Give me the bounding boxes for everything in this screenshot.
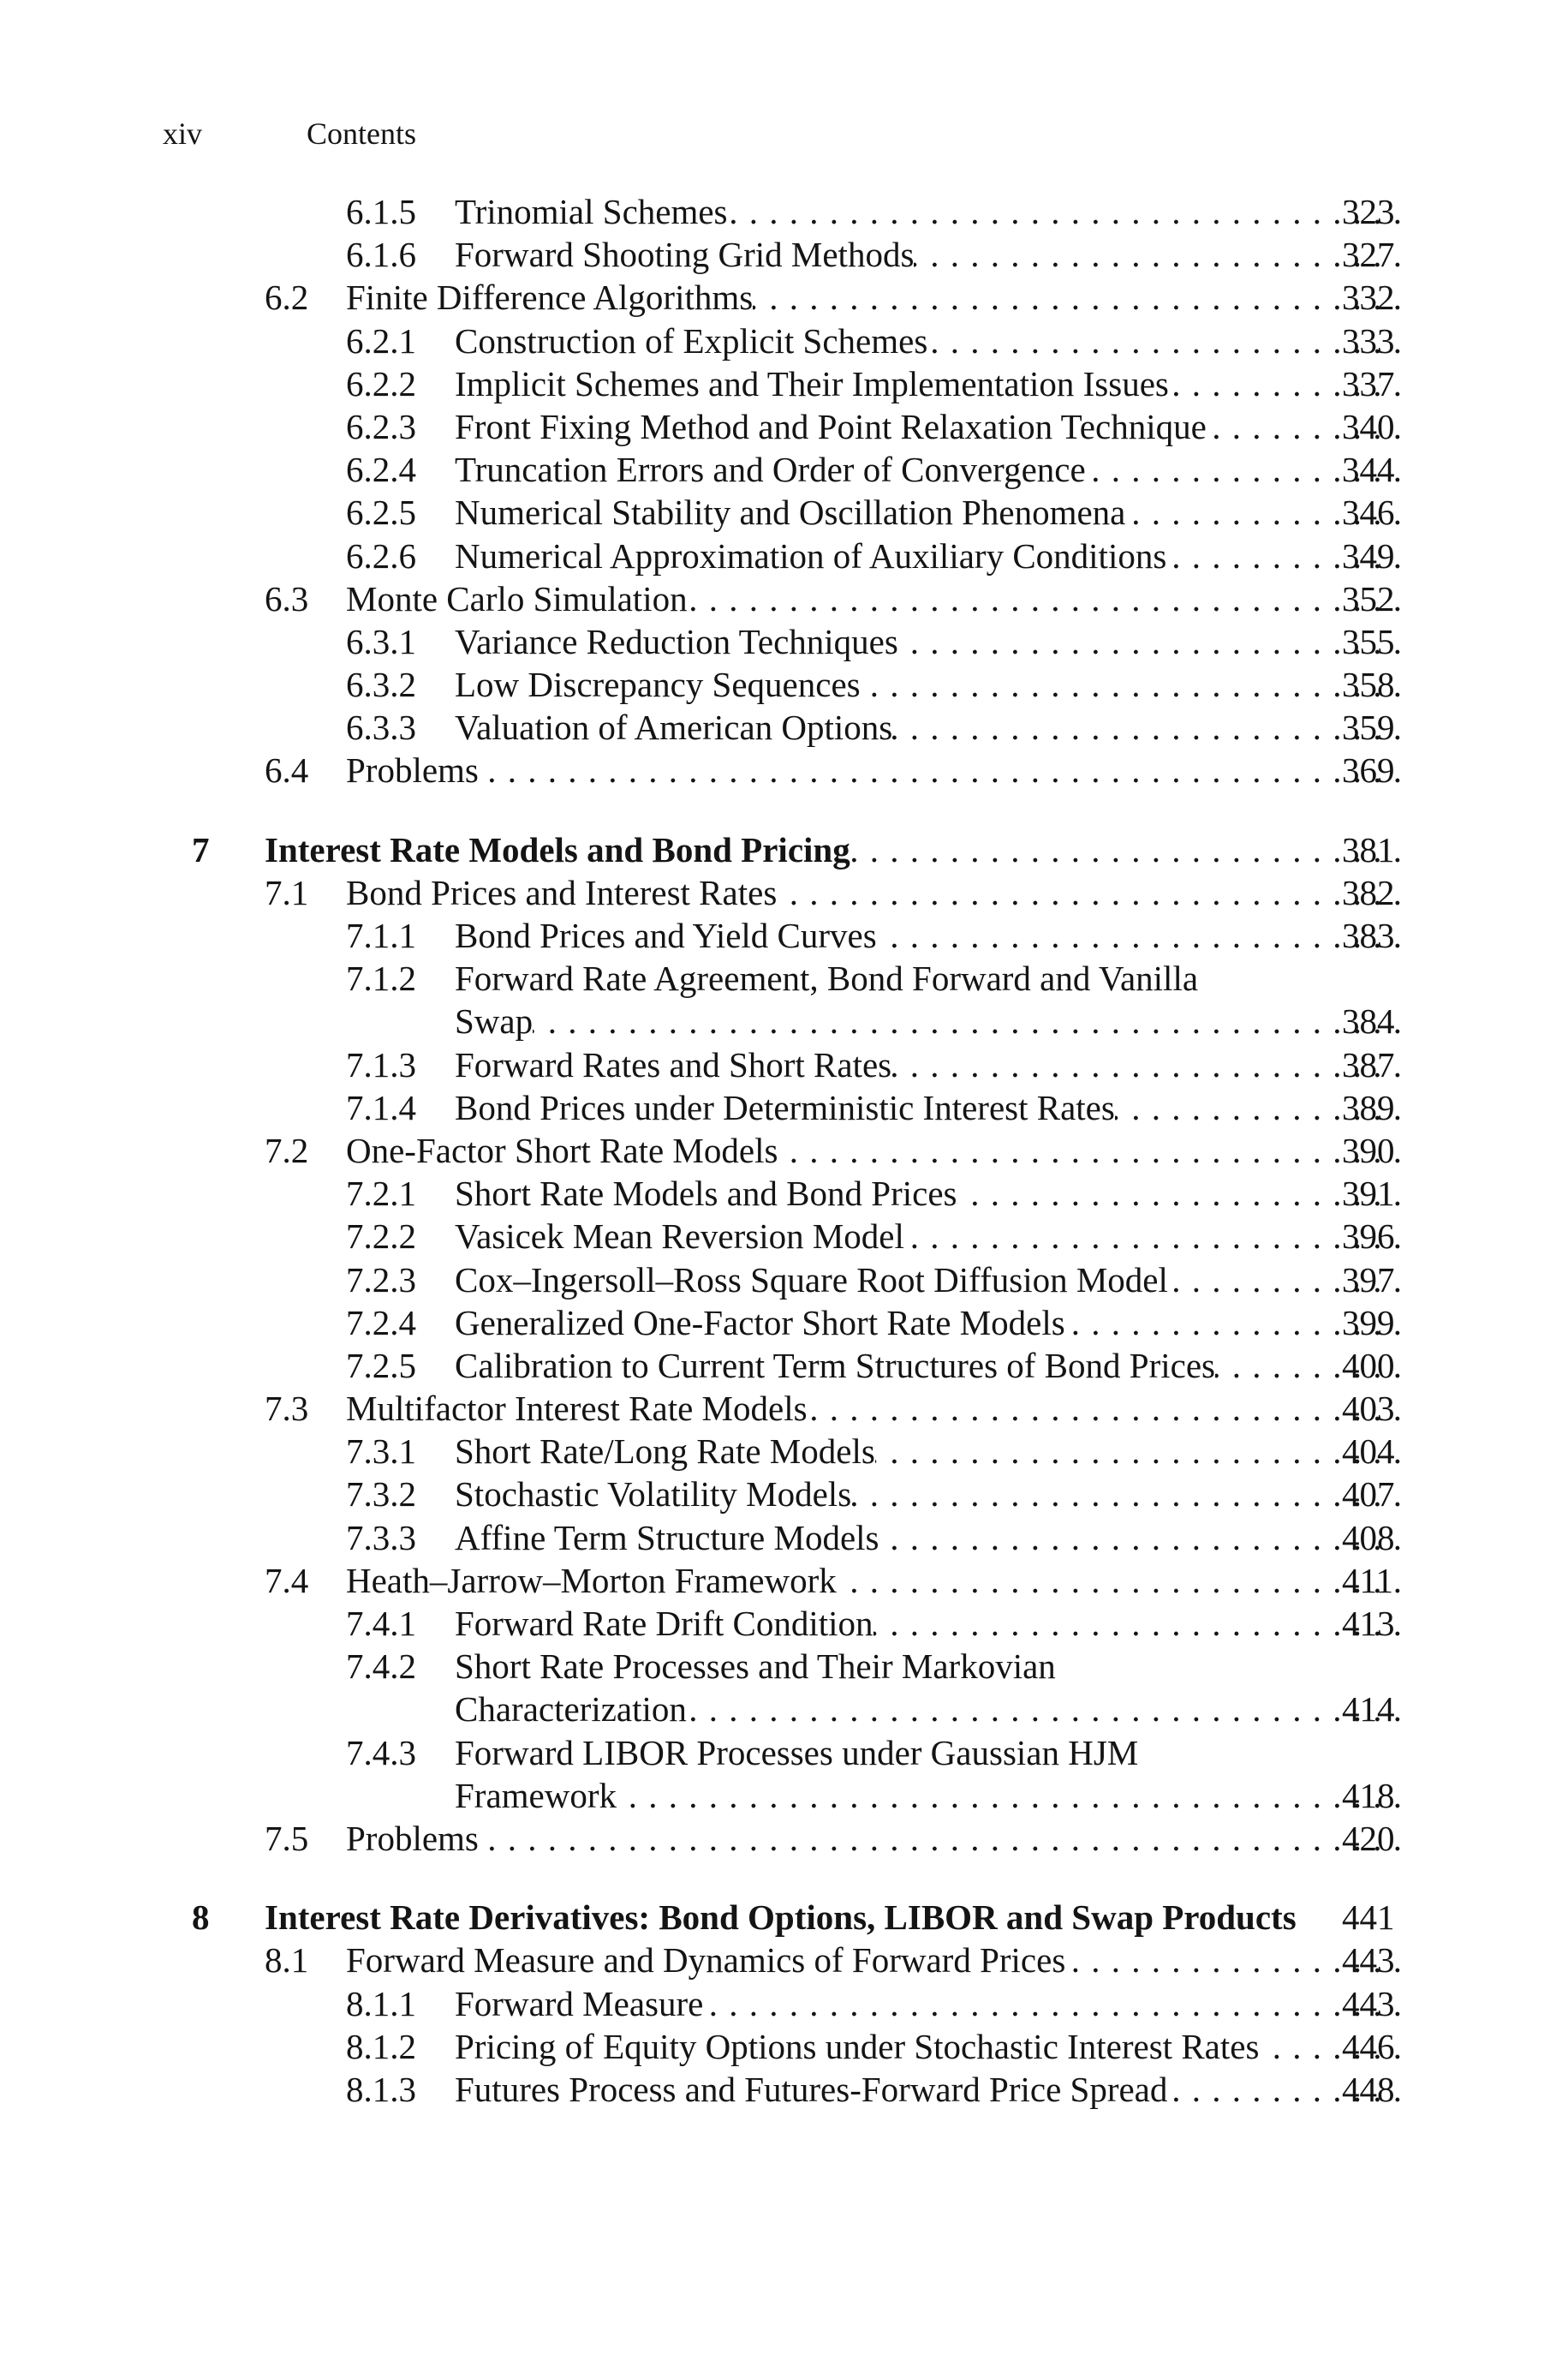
toc-entry-page-number: 408 (1342, 1517, 1395, 1557)
toc-entry-title: Monte Carlo Simulation (346, 578, 688, 618)
toc-entry-number: 7.2.2 (346, 1216, 416, 1257)
toc-entry-number: 7.1 (265, 872, 309, 912)
toc-entry-sub[interactable] (0, 535, 1568, 577)
toc-entry-number: 6.3.1 (346, 621, 416, 661)
toc-entry-title: Forward Rates and Short Rates (455, 1044, 892, 1084)
toc-entry-number: 7.1.4 (346, 1087, 416, 1127)
toc-entry-title-line (346, 276, 1402, 319)
toc-entry-sub[interactable] (0, 190, 1568, 233)
toc-entry-title-line (455, 448, 1402, 491)
toc-entry-sub[interactable] (0, 1258, 1568, 1301)
toc-entry-title: Truncation Errors and Order of Convergence (455, 450, 1086, 490)
dot-leader (891, 1043, 1402, 1086)
toc-entry-sub[interactable] (0, 320, 1568, 362)
toc-entry-title-line (265, 828, 1402, 871)
toc-entry-page-number: 382 (1342, 872, 1395, 912)
toc-entry-number: 7.3.3 (346, 1517, 416, 1557)
toc-entry-page-number: 333 (1342, 320, 1395, 361)
toc-entry-number: 6.2.1 (346, 320, 416, 361)
toc-entry-title-line (346, 1387, 1402, 1430)
toc-entry-page-number: 344 (1342, 450, 1395, 490)
toc-entry-title-line (346, 1817, 1402, 1860)
toc-entry-title: Numerical Stability and Oscillation Phenomena (455, 493, 1126, 533)
toc-entry-title: Forward Rate Drift Condition (455, 1604, 873, 1643)
dot-leader (837, 1559, 1402, 1602)
toc-entry-title: Interest Rate Derivatives: Bond Options, LIBOR and Swap Products (265, 1897, 1297, 1938)
toc-entry-title: One-Factor Short Rate Models (346, 1130, 778, 1170)
toc-entry-page-number: 387 (1342, 1044, 1395, 1084)
toc-entry-number: 8.1.3 (346, 2069, 416, 2109)
dot-leader (728, 190, 1402, 233)
toc-entry-title-line (455, 1473, 1402, 1515)
toc-entry-page-number: 381 (1342, 829, 1395, 869)
toc-entry-title-line (455, 1430, 1402, 1473)
toc-entry-chapter[interactable] (0, 828, 1568, 871)
toc-entry-title-line (455, 233, 1402, 276)
table-of-contents (0, 190, 1568, 2111)
toc-entry-title-line (455, 362, 1402, 405)
toc-entry-sub[interactable] (0, 1731, 1568, 1774)
toc-entry-section[interactable] (0, 1129, 1568, 1172)
toc-entry-number: 7.4.1 (346, 1604, 416, 1643)
toc-entry-sub[interactable] (0, 362, 1568, 405)
toc-entry-title: Front Fixing Method and Point Relaxation Technique (455, 406, 1207, 446)
toc-entry-sub[interactable] (0, 233, 1568, 276)
toc-entry-title: Trinomial Schemes (455, 192, 728, 231)
dot-leader (927, 320, 1402, 362)
toc-entry-title: Construction of Explicit Schemes (455, 320, 928, 361)
dot-leader (479, 1817, 1402, 1860)
toc-entry-section[interactable] (0, 577, 1568, 620)
toc-entry-page-number: 389 (1342, 1087, 1395, 1127)
toc-entry-number: 7.4.3 (346, 1732, 416, 1772)
toc-entry-section[interactable] (0, 1817, 1568, 1860)
toc-entry-number: 7.2.5 (346, 1345, 416, 1385)
dot-leader (957, 1172, 1402, 1215)
toc-entry-sub[interactable] (0, 1602, 1568, 1645)
dot-leader (808, 1387, 1402, 1430)
toc-entry-title-line (455, 1602, 1402, 1645)
toc-entry-page-number: 443 (1342, 1983, 1395, 2023)
toc-entry-title: Pricing of Equity Options under Stochastic Interest Rates (455, 2026, 1260, 2066)
toc-entry-title-line (265, 1896, 1402, 1939)
toc-entry-sub[interactable] (0, 1473, 1568, 1515)
toc-entry-page-number: 384 (1342, 1001, 1395, 1042)
toc-entry-page-number: 349 (1342, 535, 1395, 576)
toc-entry-number: 7.3.1 (346, 1431, 416, 1472)
toc-entry-page-number: 355 (1342, 621, 1395, 661)
toc-entry-title-line (346, 1939, 1402, 1981)
toc-entry-title: Generalized One-Factor Short Rate Models (455, 1302, 1065, 1342)
toc-entry-title: Forward LIBOR Processes under Gaussian HJM (455, 1732, 1139, 1772)
dot-leader (617, 1774, 1402, 1817)
toc-entry-continuation[interactable] (0, 1688, 1568, 1730)
dot-leader (877, 914, 1402, 957)
toc-entry-sub[interactable] (0, 448, 1568, 491)
toc-entry-sub[interactable] (0, 914, 1568, 957)
toc-entry-number: 6.2.5 (346, 493, 416, 533)
toc-entry-title-continued: Characterization (455, 1689, 687, 1730)
toc-entry-page-number: 418 (1342, 1775, 1395, 1815)
toc-entry-title: Finite Difference Algorithms (346, 278, 754, 318)
toc-entry-number: 6.2.6 (346, 535, 416, 576)
toc-entry-number: 6.1.6 (346, 235, 416, 275)
toc-entry-sub[interactable] (0, 620, 1568, 663)
toc-entry-page-number: 404 (1342, 1431, 1395, 1472)
toc-entry-sub[interactable] (0, 1172, 1568, 1215)
toc-entry-number: 7.2.3 (346, 1259, 416, 1300)
toc-entry-sub[interactable] (0, 1301, 1568, 1344)
toc-entry-page-number: 420 (1342, 1818, 1395, 1858)
toc-entry-title-continued: Swap (455, 1001, 534, 1042)
toc-entry-page-number: 400 (1342, 1345, 1395, 1385)
toc-entry-title-line (455, 535, 1402, 577)
toc-entry-sub[interactable] (0, 1516, 1568, 1559)
toc-entry-continuation[interactable] (0, 1774, 1568, 1817)
toc-entry-title-line (346, 577, 1402, 620)
toc-entry-title-line (455, 1258, 1402, 1301)
toc-entry-title: Futures Process and Futures-Forward Price Spread (455, 2069, 1168, 2109)
toc-entry-number: 8.1.2 (346, 2026, 416, 2066)
toc-entry-title: Numerical Approximation of Auxiliary Conditions (455, 535, 1167, 576)
toc-entry-title: Problems (346, 1818, 479, 1858)
running-title: Contents (307, 117, 417, 151)
toc-entry-title-line (346, 1559, 1402, 1602)
chapter-spacer (0, 1860, 1568, 1896)
toc-entry-page-number: 340 (1342, 406, 1395, 446)
toc-entry-number: 6.2.4 (346, 450, 416, 490)
toc-entry-section[interactable] (0, 276, 1568, 319)
toc-entry-title: Implicit Schemes and Their Implementation Issues (455, 363, 1169, 403)
toc-entry-number: 8 (192, 1897, 210, 1938)
toc-entry-title-line (455, 1516, 1402, 1559)
toc-entry-section[interactable] (0, 1387, 1568, 1430)
toc-entry-title: Short Rate Models and Bond Prices (455, 1174, 957, 1214)
toc-entry-sub[interactable] (0, 1344, 1568, 1387)
toc-entry-title: Valuation of American Options (455, 708, 893, 748)
toc-entry-page-number: 396 (1342, 1216, 1395, 1257)
toc-entry-sub[interactable] (0, 663, 1568, 706)
toc-entry-title: Cox–Ingersoll–Ross Square Root Diffusion Model (455, 1259, 1168, 1300)
toc-entry-page-number: 443 (1342, 1940, 1395, 1981)
toc-entry-section[interactable] (0, 749, 1568, 792)
toc-entry-number: 7.1.1 (346, 916, 416, 955)
toc-entry-title-line (346, 1129, 1402, 1172)
toc-entry-title: Bond Prices under Deterministic Interest Rates (455, 1087, 1115, 1127)
toc-entry-title: Forward Measure and Dynamics of Forward Prices (346, 1940, 1066, 1981)
toc-entry-page-number: 441 (1342, 1897, 1395, 1938)
page-folio: xiv (163, 117, 203, 151)
toc-entry-title-line (455, 1215, 1402, 1258)
toc-entry-page-number: 337 (1342, 363, 1395, 403)
toc-entry-title-line (346, 749, 1402, 792)
dot-leader (479, 749, 1402, 792)
toc-entry-page-number: 397 (1342, 1259, 1395, 1300)
toc-entry-number: 6.2.2 (346, 363, 416, 403)
dot-leader (892, 706, 1402, 749)
toc-entry-page-number: 369 (1342, 750, 1395, 791)
toc-entry-title-line (455, 914, 1402, 957)
toc-entry-page-number: 323 (1342, 192, 1395, 231)
toc-entry-title-line (455, 1043, 1402, 1086)
toc-entry-sub[interactable] (0, 1645, 1568, 1688)
toc-entry-title: Multifactor Interest Rate Models (346, 1389, 808, 1429)
toc-entry-number: 6.1.5 (346, 192, 416, 231)
toc-entry-section[interactable] (0, 871, 1568, 914)
toc-entry-number: 7.5 (265, 1818, 309, 1858)
toc-entry-continuation[interactable] (0, 1000, 1568, 1043)
toc-entry-number: 7.4 (265, 1560, 309, 1600)
toc-entry-title: Interest Rate Models and Bond Pricing (265, 829, 850, 869)
toc-entry-number: 7.1.2 (346, 959, 416, 999)
dot-leader (850, 828, 1402, 871)
toc-entry-sub[interactable] (0, 1982, 1568, 2025)
dot-leader (875, 1430, 1402, 1473)
toc-entry-title-line (455, 706, 1402, 749)
toc-entry-title: Problems (346, 750, 479, 791)
toc-entry-title-line (455, 1172, 1402, 1215)
toc-entry-page-number: 399 (1342, 1302, 1395, 1342)
dot-leader (851, 1473, 1402, 1515)
toc-entry-sub[interactable] (0, 2068, 1568, 2111)
toc-entry-title-line (455, 1982, 1402, 2025)
toc-entry-page-number: 391 (1342, 1174, 1395, 1214)
toc-entry-title-line (455, 491, 1402, 534)
toc-entry-page-number: 413 (1342, 1604, 1395, 1643)
toc-entry-title-line (455, 1086, 1402, 1129)
toc-entry-page-number: 352 (1342, 578, 1395, 618)
toc-entry-page-number: 446 (1342, 2026, 1395, 2066)
toc-entry-title-line (455, 663, 1402, 706)
toc-entry-title: Stochastic Volatility Models (455, 1474, 852, 1515)
toc-entry-title-line (455, 620, 1402, 663)
toc-entry-title-line (455, 2068, 1402, 2111)
toc-entry-section[interactable] (0, 1559, 1568, 1602)
toc-entry-sub[interactable] (0, 405, 1568, 448)
toc-entry-title: Short Rate/Long Rate Models (455, 1431, 875, 1472)
toc-entry-title: Forward Measure (455, 1983, 704, 2023)
toc-entry-title: Vasicek Mean Reversion Model (455, 1216, 904, 1257)
toc-entry-page-number: 327 (1342, 235, 1395, 275)
dot-leader (533, 1000, 1402, 1043)
toc-entry-page-number: 359 (1342, 708, 1395, 748)
toc-entry-number: 6.3 (265, 578, 309, 618)
toc-entry-number: 7 (192, 829, 210, 869)
toc-entry-title-line (346, 871, 1402, 914)
toc-entry-sub[interactable] (0, 2025, 1568, 2068)
toc-entry-number: 8.1 (265, 1940, 309, 1981)
toc-entry-title: Forward Rate Agreement, Bond Forward and Vanilla (455, 959, 1199, 999)
dot-leader (904, 1215, 1402, 1258)
toc-entry-sub[interactable] (0, 957, 1568, 1000)
dot-leader (778, 1129, 1402, 1172)
toc-entry-page-number: 383 (1342, 916, 1395, 955)
toc-entry-page-number: 403 (1342, 1389, 1395, 1429)
toc-entry-title: Heath–Jarrow–Morton Framework (346, 1560, 837, 1600)
dot-leader (753, 276, 1402, 319)
toc-entry-title-line (455, 1645, 1402, 1688)
toc-entry-page-number: 448 (1342, 2069, 1395, 2109)
toc-entry-number: 7.3 (265, 1389, 309, 1429)
toc-entry-title-line (455, 1688, 1402, 1730)
toc-entry-sub[interactable] (0, 1430, 1568, 1473)
toc-entry-number: 8.1.1 (346, 1983, 416, 2023)
toc-entry-title: Bond Prices and Interest Rates (346, 872, 778, 912)
toc-entry-sub[interactable] (0, 1215, 1568, 1258)
toc-entry-title-line (455, 2025, 1402, 2068)
dot-leader (898, 620, 1402, 663)
toc-entry-title: Low Discrepancy Sequences (455, 665, 861, 705)
toc-entry-number: 6.3.3 (346, 708, 416, 748)
toc-entry-page-number: 358 (1342, 665, 1395, 705)
toc-entry-sub[interactable] (0, 1043, 1568, 1086)
dot-leader (879, 1516, 1402, 1559)
dot-leader (777, 871, 1402, 914)
toc-entry-title-line (455, 1774, 1402, 1817)
toc-entry-number: 7.1.3 (346, 1044, 416, 1084)
dot-leader (861, 663, 1402, 706)
toc-entry-title: Variance Reduction Techniques (455, 621, 898, 661)
dot-leader (873, 1602, 1402, 1645)
toc-entry-section[interactable] (0, 1939, 1568, 1981)
toc-entry-title: Short Rate Processes and Their Markovian (455, 1646, 1056, 1687)
toc-entry-number: 7.2 (265, 1130, 309, 1170)
toc-entry-number: 7.4.2 (346, 1646, 416, 1687)
toc-entry-chapter[interactable] (0, 1896, 1568, 1939)
toc-entry-title-line (455, 1731, 1402, 1774)
dot-leader (687, 1688, 1402, 1730)
toc-entry-number: 6.4 (265, 750, 309, 791)
toc-entry-page-number: 414 (1342, 1689, 1395, 1730)
dot-leader (688, 577, 1402, 620)
toc-entry-number: 7.2.4 (346, 1302, 416, 1342)
toc-entry-title: Affine Term Structure Models (455, 1517, 879, 1557)
toc-entry-title-line (455, 957, 1402, 1000)
toc-entry-title: Bond Prices and Yield Curves (455, 916, 877, 955)
toc-entry-title-line (455, 190, 1402, 233)
toc-entry-number: 6.3.2 (346, 665, 416, 705)
toc-entry-title-continued: Framework (455, 1775, 617, 1815)
toc-entry-title: Calibration to Current Term Structures of Bond Prices (455, 1345, 1215, 1385)
dot-leader (914, 233, 1402, 276)
toc-entry-sub[interactable] (0, 491, 1568, 534)
toc-entry-title-line (455, 1000, 1402, 1043)
toc-entry-title-line (455, 405, 1402, 448)
toc-entry-sub[interactable] (0, 1086, 1568, 1129)
toc-entry-title: Forward Shooting Grid Methods (455, 235, 915, 275)
toc-entry-page-number: 390 (1342, 1130, 1395, 1170)
toc-entry-sub[interactable] (0, 706, 1568, 749)
toc-entry-page-number: 411 (1342, 1560, 1393, 1600)
toc-entry-title-line (455, 1301, 1402, 1344)
dot-leader (703, 1982, 1402, 2025)
toc-entry-number: 6.2 (265, 278, 309, 318)
toc-entry-number: 7.3.2 (346, 1474, 416, 1515)
toc-entry-title-line (455, 320, 1402, 362)
toc-entry-page-number: 332 (1342, 278, 1395, 318)
toc-entry-page-number: 346 (1342, 493, 1395, 533)
chapter-spacer (0, 792, 1568, 828)
toc-entry-number: 6.2.3 (346, 406, 416, 446)
toc-entry-number: 7.2.1 (346, 1174, 416, 1214)
toc-entry-title-line (455, 1344, 1402, 1387)
toc-entry-page-number: 407 (1342, 1474, 1395, 1515)
